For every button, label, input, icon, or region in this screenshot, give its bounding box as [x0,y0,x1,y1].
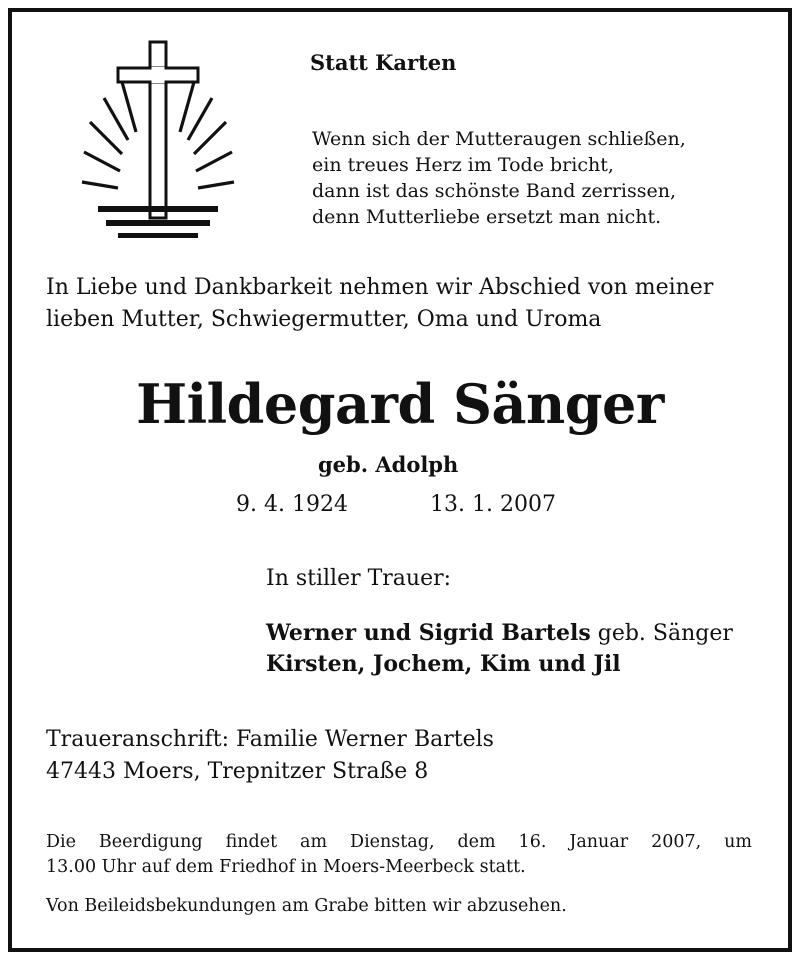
intro-line: lieben Mutter, Schwiegermutter, Oma und Uroma [46,307,602,332]
verse-line: ein treues Herz im Tode bricht, [312,154,614,176]
funeral-info [46,830,752,880]
mourning-address [46,724,494,788]
poem-verse [312,126,686,230]
deceased-name: Hildegard Sänger [136,372,664,436]
address-line: Traueranschrift: Familie Werner Bartels [46,727,494,752]
intro-text [46,272,713,336]
cross-sunrise-icon [78,36,238,252]
address-line: 47443 Moers, Trepnitzer Straße 8 [46,759,429,784]
verse-line: Wenn sich der Mutteraugen schließen, [312,128,686,150]
mourners-names: Werner und Sigrid Bartels [266,620,591,646]
birth-date: 9. 4. 1924 [236,492,348,517]
mourners-suffix: geb. Sänger [590,621,733,646]
intro-line: In Liebe und Dankbarkeit nehmen wir Abschied von meiner [46,275,714,300]
funeral-line: Die Beerdigung findet am Dienstag, dem 16. Januar 2007, um [46,832,752,852]
condolences-note: Von Beileidsbekundungen am Grabe bitten wir abzusehen. [46,896,567,916]
mourners-line [266,618,733,649]
death-date: 13. 1. 2007 [430,492,556,517]
funeral-line: 13.00 Uhr auf dem Friedhof in Moers-Meerbeck statt. [46,857,526,877]
verse-line: denn Mutterliebe ersetzt man nicht. [312,206,662,228]
verse-line: dann ist das schönste Band zerrissen, [312,180,677,202]
heading-statt-karten: Statt Karten [310,50,457,75]
maiden-name: geb. Adolph [318,452,459,477]
grandchildren-names: Kirsten, Jochem, Kim und Jil [266,651,621,677]
mourners-line [266,649,733,680]
mourning-heading: In stiller Trauer: [266,566,452,591]
mourners-list [266,618,733,680]
